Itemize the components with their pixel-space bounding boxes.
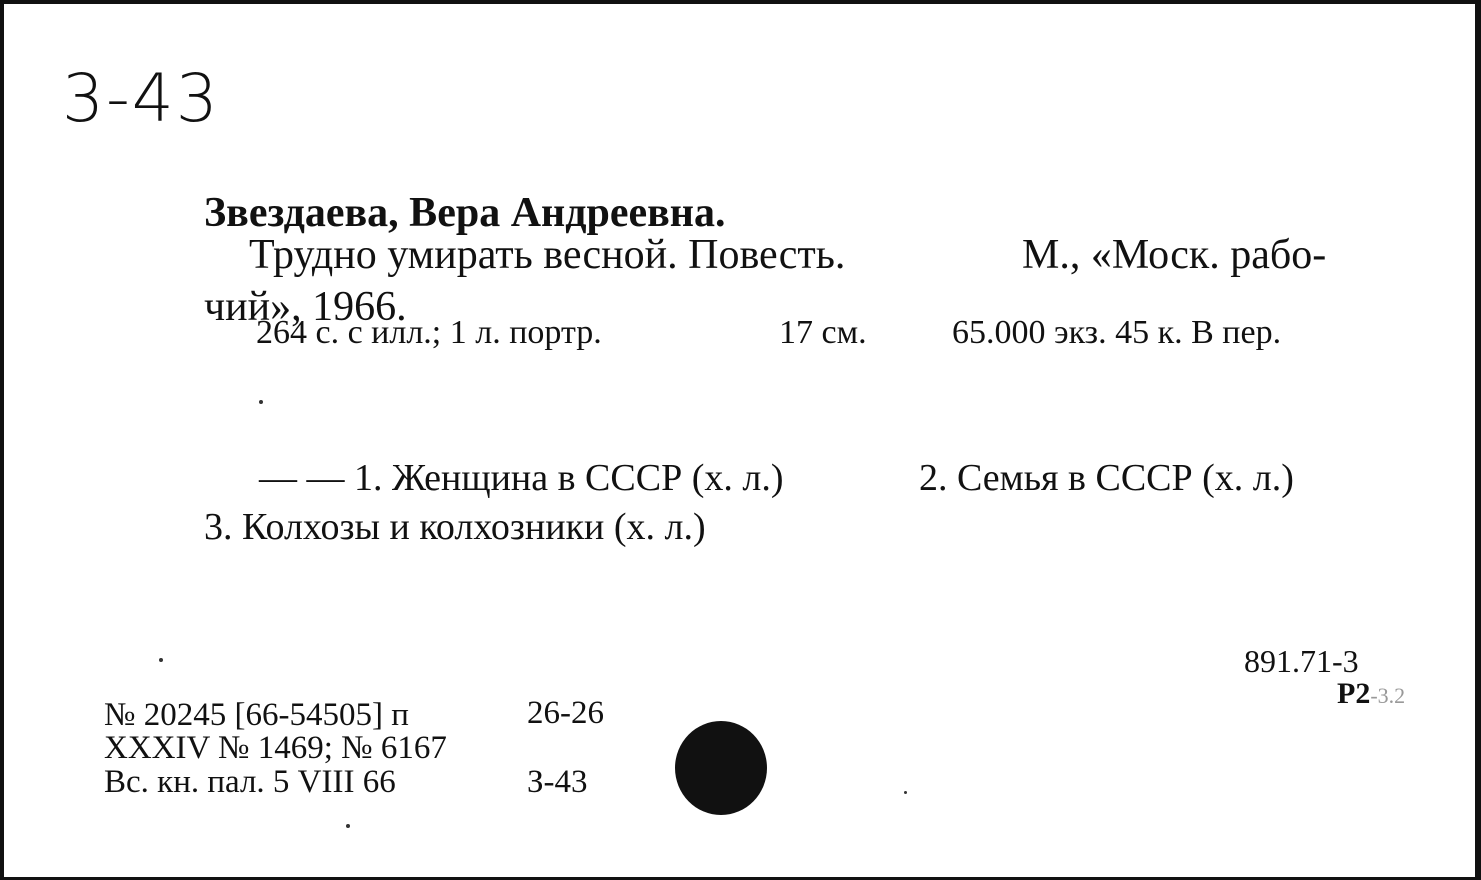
subject-heading-1: — — 1. Женщина в СССР (х. л.): [259, 457, 784, 499]
cutter-number: З-43: [527, 764, 588, 800]
author-heading: Звездаева, Вера Андреевна.: [204, 190, 726, 236]
classification-mark: [1337, 679, 1405, 709]
classification-mark-text: Р2: [1337, 677, 1371, 710]
pagination: 264 с. с илл.; 1 л. портр.: [256, 314, 602, 351]
print-run-price: 65.000 экз. 45 к. В пер.: [952, 314, 1282, 351]
registration-number: № 20245 [66-54505] п: [104, 697, 409, 733]
publisher-year: чий», 1966.: [204, 284, 407, 330]
dimensions: 17 см.: [779, 314, 867, 351]
classification-code: 891.71-3: [1244, 643, 1359, 679]
handwritten-card-number: 3-43: [62, 60, 220, 137]
speck-dot: [159, 658, 163, 662]
classification-mark-faint: -3.2: [1370, 683, 1406, 708]
speck-dot: [259, 400, 263, 404]
speck-dot: [904, 791, 907, 794]
record-numbers: XXXIV № 1469; № 6167: [104, 730, 447, 766]
punch-hole: [675, 721, 767, 815]
publisher-statement: М., «Моск. рабо-: [1022, 232, 1327, 278]
card-code-right: 26-26: [527, 695, 604, 731]
book-chamber-date: Вс. кн. пал. 5 VIII 66: [104, 764, 396, 800]
subject-heading-2: 2. Семья в СССР (х. л.): [919, 457, 1294, 499]
speck-dot: [346, 824, 350, 828]
title-statement: Трудно умирать весной. Повесть.: [249, 232, 846, 278]
subject-heading-3: 3. Колхозы и колхозники (х. л.): [204, 506, 706, 548]
